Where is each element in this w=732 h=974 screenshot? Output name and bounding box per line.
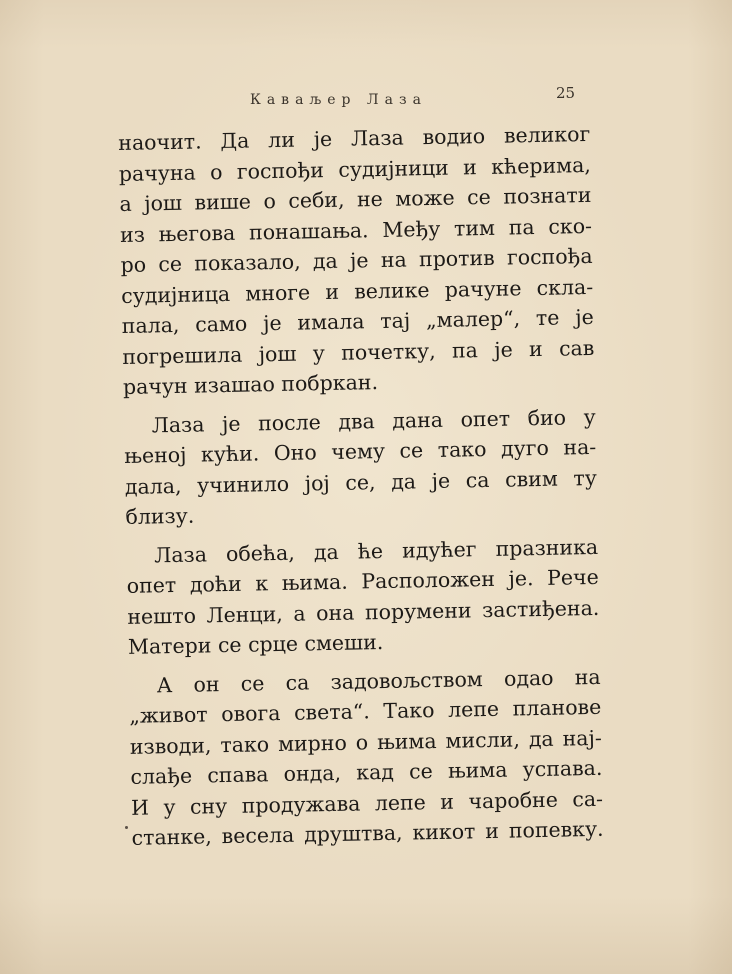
text-line: нешто Ленци, а она порумени застиђена. [127, 595, 600, 629]
paragraph [123, 401, 597, 532]
text-line: рачуна о госпођи судијници и кћерима, [118, 152, 592, 186]
text-line: Лаза је после два дана опет био у [151, 404, 596, 437]
paragraph [118, 119, 595, 403]
body-text [118, 119, 604, 861]
text-line: станке, весела друштва, кикот и попевку. [131, 816, 604, 850]
text-line: „живот овога света“. Тако лепе планове [129, 694, 602, 728]
text-line: рачун изашао побркан. [122, 370, 379, 399]
text-line: Матери се срце смеши. [127, 630, 384, 659]
text-line: наочит. Да ли је Лаза водио великог [118, 121, 591, 155]
text-line: из његова понашања. Међу тим па ско- [119, 213, 593, 247]
ink-speck [125, 826, 128, 829]
text-line: опет доћи к њима. Расположен је. Рече [126, 564, 599, 598]
text-line: пала, само је имала тај „малер“, те је [121, 304, 594, 338]
text-line: Лаза обећа, да ће идућег празника [153, 534, 599, 567]
text-line: изводи, тако мирно о њима мисли, да нај- [129, 725, 603, 759]
text-line: слађе спава онда, кад се њима успава. [130, 755, 603, 789]
text-line: И у сну продужава лепе и чаробне са- [130, 786, 604, 820]
page-number: 25 [556, 84, 576, 102]
text-line: а још више о себи, не може се познати [119, 182, 592, 216]
text-line: А он се са задовољством одао на [156, 664, 601, 697]
paragraph [126, 531, 600, 662]
text-line: судијница многе и велике рачуне скла- [120, 274, 594, 308]
text-line: погрешила још у почетку, па је и сав [122, 335, 595, 369]
text-line: њеној кући. Оно чему се тако дуго на- [124, 434, 597, 468]
paragraph [128, 661, 603, 853]
text-line: ро се показало, да је на против госпођа [120, 243, 593, 277]
text-line: дала, учинило јој се, да је са свим ту [124, 465, 598, 499]
running-title: Каваљер Лаза [250, 92, 427, 108]
text-line: близу. [125, 503, 195, 529]
